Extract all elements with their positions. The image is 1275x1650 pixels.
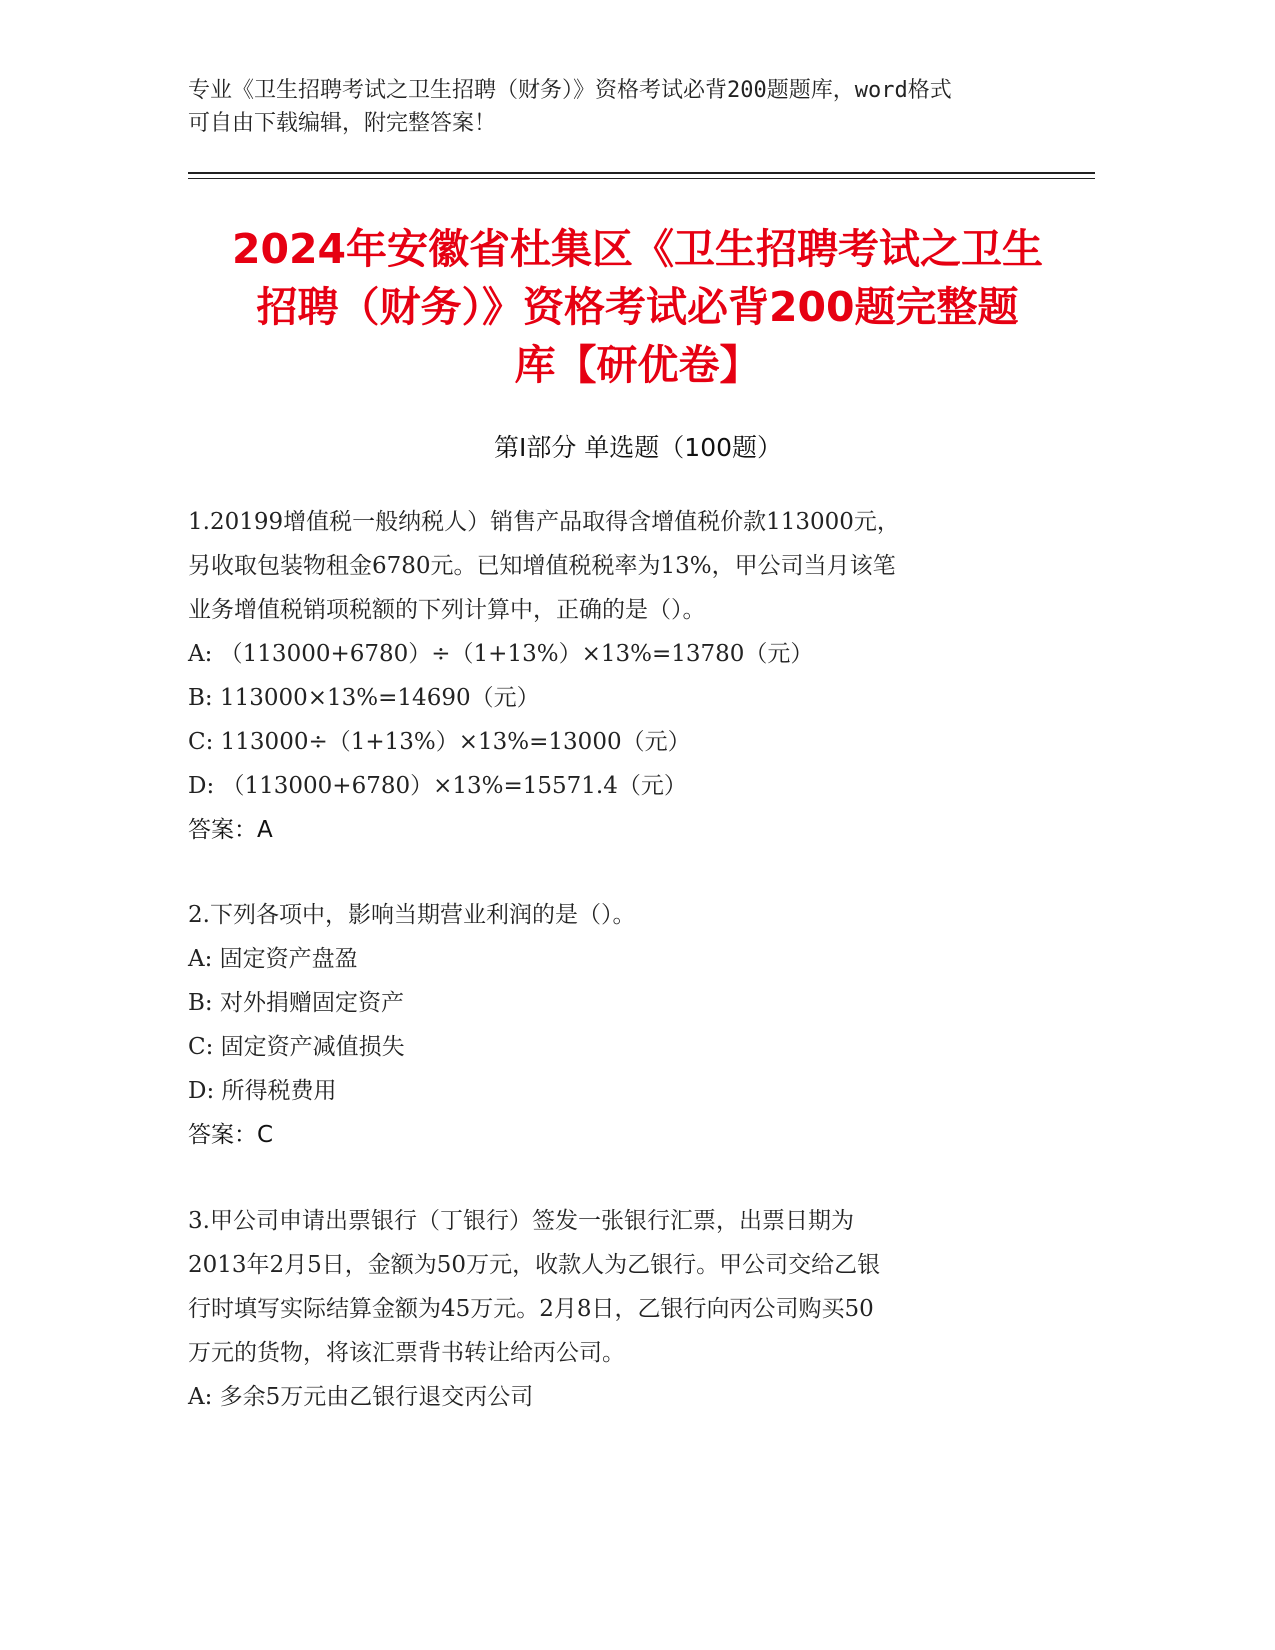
answer: 答案：C xyxy=(188,1122,274,1148)
header-line: 可自由下载编辑，附完整答案！ xyxy=(188,111,497,136)
option-a: A: 固定资产盘盈 xyxy=(188,946,358,972)
option-b: B: 113000×13%=14690（元） xyxy=(188,685,540,711)
question-stem: 业务增值税销项税额的下列计算中，正确的是（）。 xyxy=(188,597,706,623)
question-stem: 万元的货物，将该汇票背书转让给丙公司。 xyxy=(188,1340,625,1366)
option-a: A: 多余5万元由乙银行退交丙公司 xyxy=(188,1384,534,1410)
header-line: 专业《卫生招聘考试之卫生招聘（财务）》资格考试必背200题题库，word格式 xyxy=(188,78,952,103)
header-divider-thick xyxy=(188,172,1095,174)
title-line: 招聘（财务）》资格考试必背200题完整题 xyxy=(256,283,1019,331)
question-stem: 另收取包装物租金6780元。已知增值税税率为13%，甲公司当月该笔 xyxy=(188,553,896,579)
title-line: 库【研优卷】 xyxy=(514,341,761,389)
question-stem: 2013年2月5日，金额为50万元，收款人为乙银行。甲公司交给乙银 xyxy=(188,1252,881,1278)
question-2 xyxy=(188,893,1088,1157)
title-line: 2024年安徽省杜集区《卫生招聘考试之卫生 xyxy=(231,225,1044,273)
question-3 xyxy=(188,1199,1088,1419)
option-d: D: （113000+6780）×13%=15571.4（元） xyxy=(188,773,687,799)
header-note xyxy=(188,74,1088,140)
question-stem: 1.20199增值税一般纳税人）销售产品取得含增值税价款113000元， xyxy=(188,509,900,535)
option-c: C: 113000÷（1+13%）×13%=13000（元） xyxy=(188,729,691,755)
section-heading: 第Ⅰ部分 单选题（100题） xyxy=(493,433,783,462)
header-divider-thin xyxy=(188,178,1095,179)
option-d: D: 所得税费用 xyxy=(188,1078,337,1104)
option-a: A: （113000+6780）÷（1+13%）×13%=13780（元） xyxy=(188,641,814,667)
option-b: B: 对外捐赠固定资产 xyxy=(188,990,404,1016)
option-c: C: 固定资产减值损失 xyxy=(188,1034,405,1060)
question-stem: 行时填写实际结算金额为45万元。2月8日，乙银行向丙公司购买50 xyxy=(188,1296,874,1322)
question-stem: 2.下列各项中，影响当期营业利润的是（）。 xyxy=(188,902,636,928)
question-1 xyxy=(188,500,1088,852)
answer: 答案：A xyxy=(188,817,273,843)
document-title xyxy=(170,220,1105,394)
question-stem: 3.甲公司申请出票银行（丁银行）签发一张银行汇票，出票日期为 xyxy=(188,1208,854,1234)
